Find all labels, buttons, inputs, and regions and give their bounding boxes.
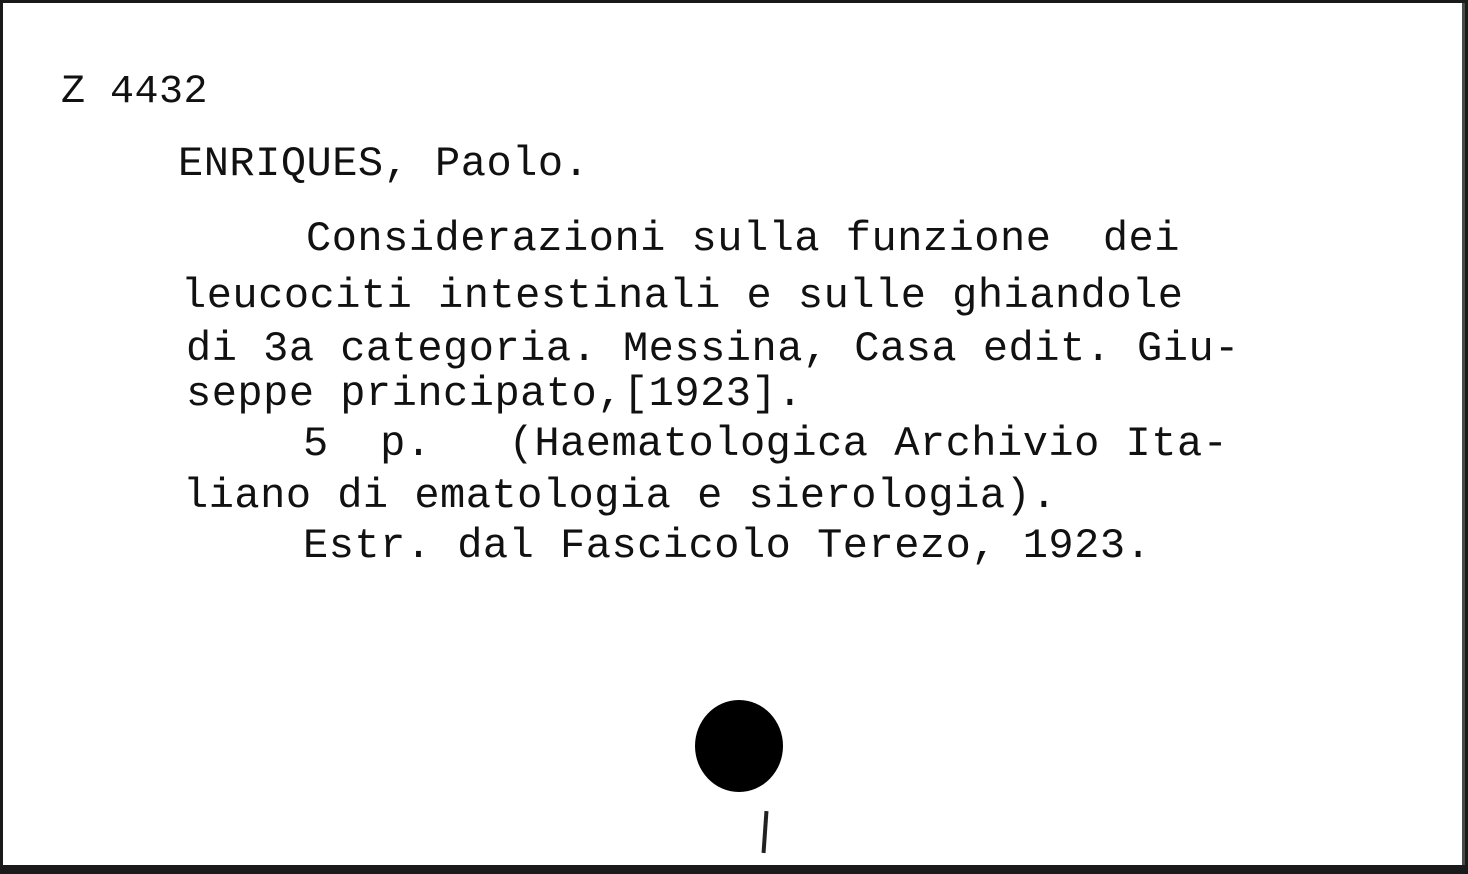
pencil-mark [762,811,769,853]
title-line-2: leucociti intestinali e sulle ghiandole [181,272,1184,320]
title-line-1: Considerazioni sulla funzione dei [306,215,1180,263]
imprint-line-1: di 3a categoria. Messina, Casa edit. Giu- [186,325,1240,373]
collation-line-1: 5 p. (Haematologica Archivio Ita- [303,420,1229,468]
call-number: Z 4432 [61,70,209,115]
catalog-card [3,3,1465,865]
imprint-line-2: seppe principato,[1923]. [186,370,803,418]
punch-hole [695,700,783,792]
collation-line-2: liano di ematologia e sierologia). [183,472,1057,520]
note-line: Estr. dal Fascicolo Terezo, 1923. [303,522,1152,570]
author-heading: ENRIQUES, Paolo. [178,140,590,188]
